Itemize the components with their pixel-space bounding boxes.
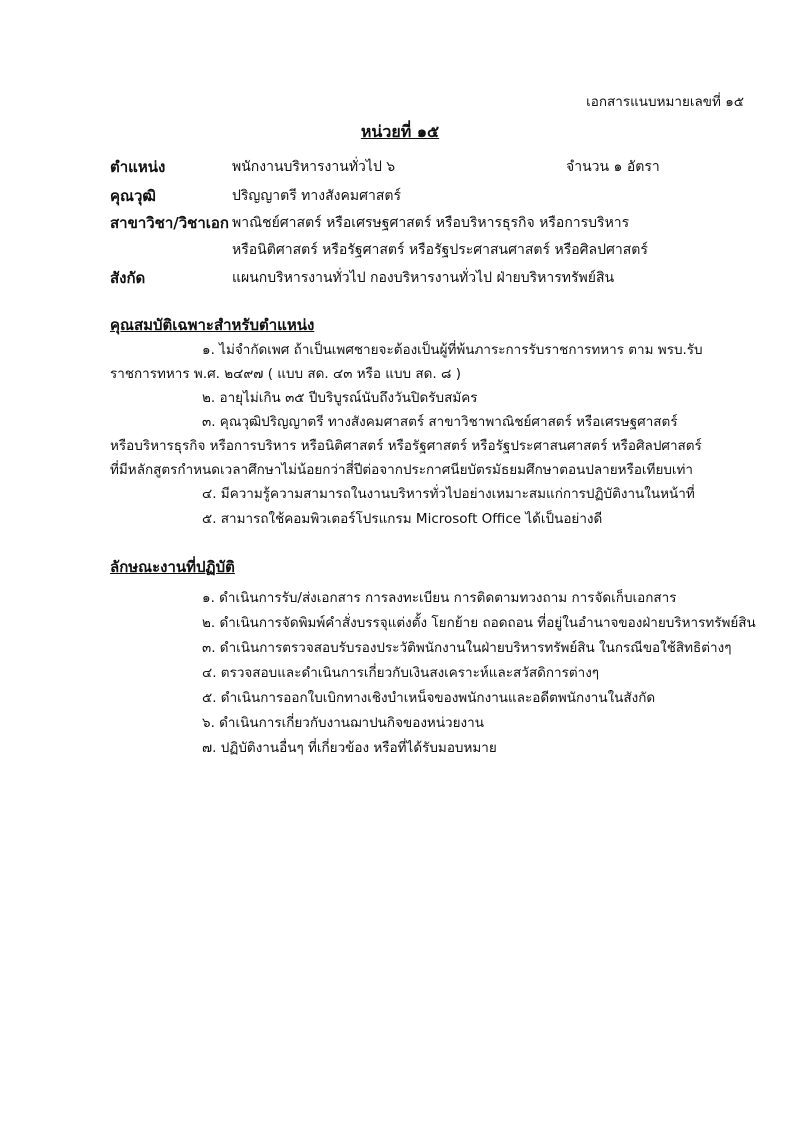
qualification-label: คุณวุฒิ [110, 187, 156, 205]
duty-item-6: ๖. ดำเนินการเกี่ยวกับงานฌาปนกิจของหน่วยงาน [202, 715, 484, 731]
qualification-item-3-line-1: ๓. คุณวุฒิปริญญาตรี ทางสังคมศาสตร์ สาขาวิชาพาณิชย์ศาสตร์ หรือเศรษฐศาสตร์ [202, 414, 678, 430]
duty-item-4: ๔. ตรวจสอบและดำเนินการเกี่ยวกับเงินสงเคราะห์และสวัสดิการต่างๆ [202, 665, 600, 681]
major-label: สาขาวิชา/วิชาเอก [110, 214, 230, 232]
position-label: ตำแหน่ง [110, 158, 166, 176]
quota-value: จำนวน ๑ อัตรา [566, 159, 660, 175]
major-value-line1: พาณิชย์ศาสตร์ หรือเศรษฐศาสตร์ หรือบริหารธุรกิจ หรือการบริหาร [232, 215, 630, 231]
duties-heading: ลักษณะงานที่ปฏิบัติ [110, 558, 235, 576]
duty-item-2: ๒. ดำเนินการจัดพิมพ์คำสั่งบรรจุแต่งตั้ง โยกย้าย ถอดถอน ที่อยู่ในอำนาจของฝ่ายบริหารทรัพย์สิน [202, 615, 756, 631]
qualification-item-5: ๕. สามารถใช้คอมพิวเตอร์โปรแกรม Microsoft Office ได้เป็นอย่างดี [202, 511, 603, 527]
qualification-item-2: ๒. อายุไม่เกิน ๓๕ ปีบริบูรณ์นับถึงวันปิดรับสมัคร [202, 390, 478, 406]
duty-item-5: ๕. ดำเนินการออกใบเบิกทางเชิงบำเหน็จของพนักงานและอดีตพนักงานในสังกัด [202, 690, 656, 706]
affiliation-value: แผนกบริหารงานทั่วไป กองบริหารงานทั่วไป ฝ่ายบริหารทรัพย์สิน [232, 270, 615, 286]
duty-item-7: ๗. ปฏิบัติงานอื่นๆ ที่เกี่ยวข้อง หรือที่ได้รับมอบหมาย [202, 740, 497, 756]
attachment-reference: เอกสารแนบหมายเลขที่ ๑๕ [586, 94, 744, 110]
qualification-value: ปริญญาตรี ทางสังคมศาสตร์ [232, 188, 401, 204]
duty-item-3: ๓. ดำเนินการตรวจสอบรับรองประวัติพนักงานในฝ่ายบริหารทรัพย์สิน ในกรณีขอใช้สิทธิต่างๆ [202, 640, 732, 656]
qualification-item-4: ๔. มีความรู้ความสามารถในงานบริหารทั่วไปอย่างเหมาะสมแก่การปฏิบัติงานในหน้าที่ [202, 486, 695, 502]
qualification-item-1-line-2: ราชการทหาร พ.ศ. ๒๔๙๗ ( แบบ สด. ๔๓ หรือ แบบ สด. ๘ ) [110, 366, 461, 382]
qualifications-heading: คุณสมบัติเฉพาะสำหรับตำแหน่ง [110, 316, 315, 334]
qualification-item-1-line-1: ๑. ไม่จำกัดเพศ ถ้าเป็นเพศชายจะต้องเป็นผู้ที่พ้นภาระการรับราชการทหาร ตาม พรบ.รับ [202, 342, 703, 358]
position-value: พนักงานบริหารงานทั่วไป ๖ [232, 159, 396, 175]
qualification-item-3-line-2: หรือบริหารธุรกิจ หรือการบริหาร หรือนิติศาสตร์ หรือรัฐศาสตร์ หรือรัฐประศาสนศาสตร์ หรือศิลปศาสตร์ [110, 438, 702, 454]
major-value-line2: หรือนิติศาสตร์ หรือรัฐศาสตร์ หรือรัฐประศาสนศาสตร์ หรือศิลปศาสตร์ [232, 242, 648, 258]
qualification-item-3-line-3: ที่มีหลักสูตรกำหนดเวลาศึกษาไม่น้อยกว่าสี่ปีต่อจากประกาศนียบัตรมัธยมศึกษาตอนปลายหรือเทียบเท่า [110, 462, 694, 478]
affiliation-label: สังกัด [110, 269, 146, 287]
duty-item-1: ๑. ดำเนินการรับ/ส่งเอกสาร การลงทะเบียน การติดตามทวงถาม การจัดเก็บเอกสาร [202, 590, 677, 606]
unit-title: หน่วยที่ ๑๕ [360, 122, 440, 141]
